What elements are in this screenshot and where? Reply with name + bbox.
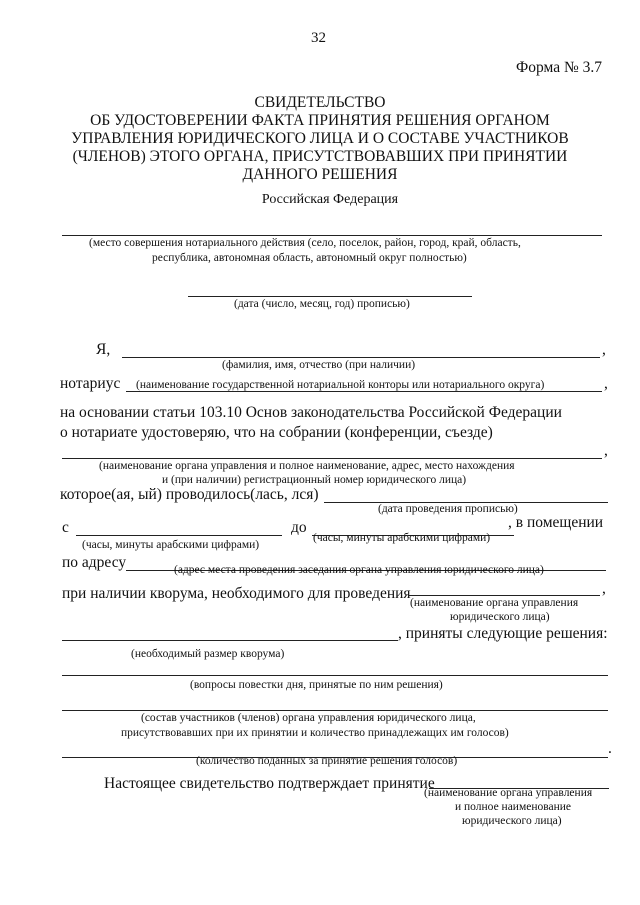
punctuation: . <box>608 740 612 757</box>
org-hint: (наименование органа управления и полное наименование, адрес, место нахождения <box>99 460 515 472</box>
notary-label: нотариус <box>60 375 121 392</box>
org-field[interactable] <box>62 458 602 459</box>
from-label: с <box>62 519 69 536</box>
confirm-label: Настоящее свидетельство подтверждает принятие <box>104 775 435 792</box>
meeting-date-hint: (дата проведения прописью) <box>378 503 518 515</box>
confirm-org-hint: и полное наименование <box>455 801 572 813</box>
held-label: которое(ая, ый) проводилось(лась, лся) <box>60 486 319 503</box>
punctuation: , <box>604 375 608 392</box>
premises-label: , в помещении <box>508 514 604 531</box>
quorum-org-field[interactable] <box>408 595 600 596</box>
place-hint: республика, автономная область, автономный округ полностью) <box>152 252 467 264</box>
time-from-hint: (часы, минуты арабскими цифрами) <box>82 539 260 551</box>
address-label: по адресу <box>62 554 127 571</box>
title-line: (ЧЛЕНОВ) ЭТОГО ОРГАНА, ПРИСУТСТВОВАВШИХ ПРИ ПРИНЯТИИ <box>72 148 568 165</box>
votes-hint: (количество поданных за принятие решения голосов) <box>196 755 458 767</box>
to-label: до <box>291 519 307 536</box>
quorum-org-hint: юридического лица) <box>450 611 550 623</box>
quorum-size-hint: (необходимый размер кворума) <box>131 648 285 660</box>
time-to-hint: (часы, минуты арабскими цифрами) <box>313 532 491 544</box>
title-line: ДАННОГО РЕШЕНИЯ <box>242 166 398 183</box>
form-number: Форма № 3.7 <box>516 59 603 76</box>
document-title <box>60 94 580 184</box>
members-field[interactable] <box>62 710 608 711</box>
confirm-org-hint: (наименование органа управления <box>424 787 593 799</box>
confirm-org-hint: юридического лица) <box>462 815 562 827</box>
place-hint: (место совершения нотариального действия (село, поселок, район, город, край, область, <box>89 237 521 249</box>
title-line: СВИДЕТЕЛЬСТВО <box>254 94 386 111</box>
members-hint: (состав участников (членов) органа управления юридического лица, <box>141 712 476 724</box>
quorum-org-hint: (наименование органа управления <box>410 597 579 609</box>
basis-text: на основании статьи 103.10 Основ законодательства Российской Федерации <box>60 404 562 421</box>
members-hint: присутствовавших при их принятии и количество принадлежащих им голосов) <box>121 727 509 739</box>
punctuation: , <box>604 442 608 459</box>
address-hint: (адрес места проведения заседания органа управления юридического лица) <box>174 564 544 576</box>
office-hint: (наименование государственной нотариальной конторы или нотариального округа) <box>136 379 545 391</box>
quorum-size-field[interactable] <box>62 640 398 641</box>
punctuation: , <box>602 580 606 597</box>
quorum-label: при наличии кворума, необходимого для проведения <box>62 585 411 602</box>
agenda-hint: (вопросы повестки дня, принятые по ним решения) <box>190 679 443 691</box>
punctuation: , <box>602 341 606 358</box>
time-from-field[interactable] <box>76 535 282 536</box>
title-line: УПРАВЛЕНИЯ ЮРИДИЧЕСКОГО ЛИЦА И О СОСТАВЕ УЧАСТНИКОВ <box>71 130 569 147</box>
title-line: ОБ УДОСТОВЕРЕНИИ ФАКТА ПРИНЯТИЯ РЕШЕНИЯ ОРГАНОМ <box>90 112 550 129</box>
country-name: Российская Федерация <box>261 192 399 207</box>
date-field[interactable] <box>188 296 472 297</box>
notary-office-field[interactable] <box>126 391 602 392</box>
ya-label: Я, <box>96 341 111 358</box>
fio-hint: (фамилия, имя, отчество (при наличии) <box>222 359 416 371</box>
place-field[interactable] <box>62 235 602 236</box>
org-hint: и (при наличии) регистрационный номер юридического лица) <box>162 474 467 486</box>
page-number: 32 <box>311 30 326 46</box>
agenda-field[interactable] <box>62 675 608 676</box>
date-hint: (дата (число, месяц, год) прописью) <box>234 298 410 310</box>
basis-text: о нотариате удостоверяю, что на собрании (конференции, съезде) <box>60 424 493 441</box>
fio-field[interactable] <box>122 357 600 358</box>
decisions-label: , приняты следующие решения: <box>398 625 608 642</box>
